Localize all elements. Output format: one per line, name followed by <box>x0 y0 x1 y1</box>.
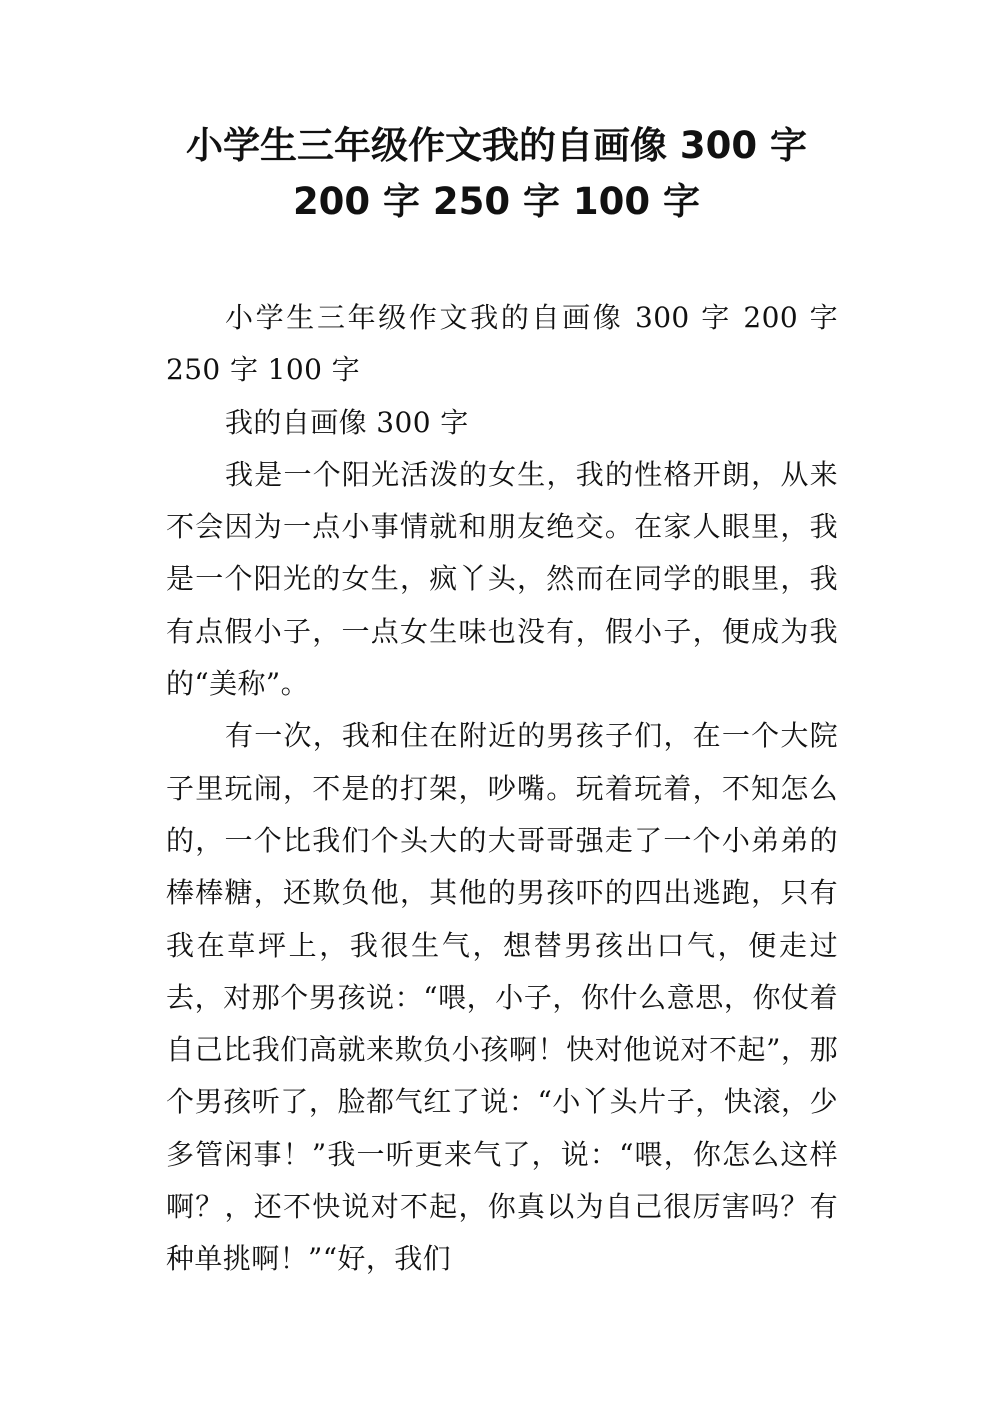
title-line-2: 200 字 250 字 100 字 <box>292 180 701 223</box>
document-body <box>166 292 838 1286</box>
paragraph-story: 有一次，我和住在附近的男孩子们，在一个大院子里玩闹，不是的打架，吵嘴。玩着玩着，不知怎么的，一个比我们个头大的大哥哥强走了一个小弟弟的棒棒糖，还欺负他，其他的男孩吓的四出逃跑，只有我在草坪上，我很生气，想替男孩出口气，便走过去，对那个男孩说：“喂，小子，你什么意思，你仗着自己比我们高就来欺负小孩啊！快对他说对不起”，那个男孩听了，脸都气红了说：“小丫头片子，快滚，少多管闲事！”我一听更来气了，说：“喂，你怎么这样啊？，还不快说对不起，你真以为自己很厉害吗？有种单挑啊！”“好，我们 <box>166 719 838 1276</box>
paragraph-intro: 我是一个阳光活泼的女生，我的性格开朗，从来不会因为一点小事情就和朋友绝交。在家人眼里，我是一个阳光的女生，疯丫头，然而在同学的眼里，我有点假小子，一点女生味也没有，假小子，便成为我的“美称”。 <box>166 457 838 701</box>
title-line-1: 小学生三年级作文我的自画像 300 字 <box>186 124 807 167</box>
paragraph-heading-repeat: 小学生三年级作文我的自画像 300 字 200 字 250 字 100 字 <box>166 301 838 387</box>
paragraph-subtitle: 我的自画像 300 字 <box>225 405 469 439</box>
document-title <box>120 118 873 230</box>
